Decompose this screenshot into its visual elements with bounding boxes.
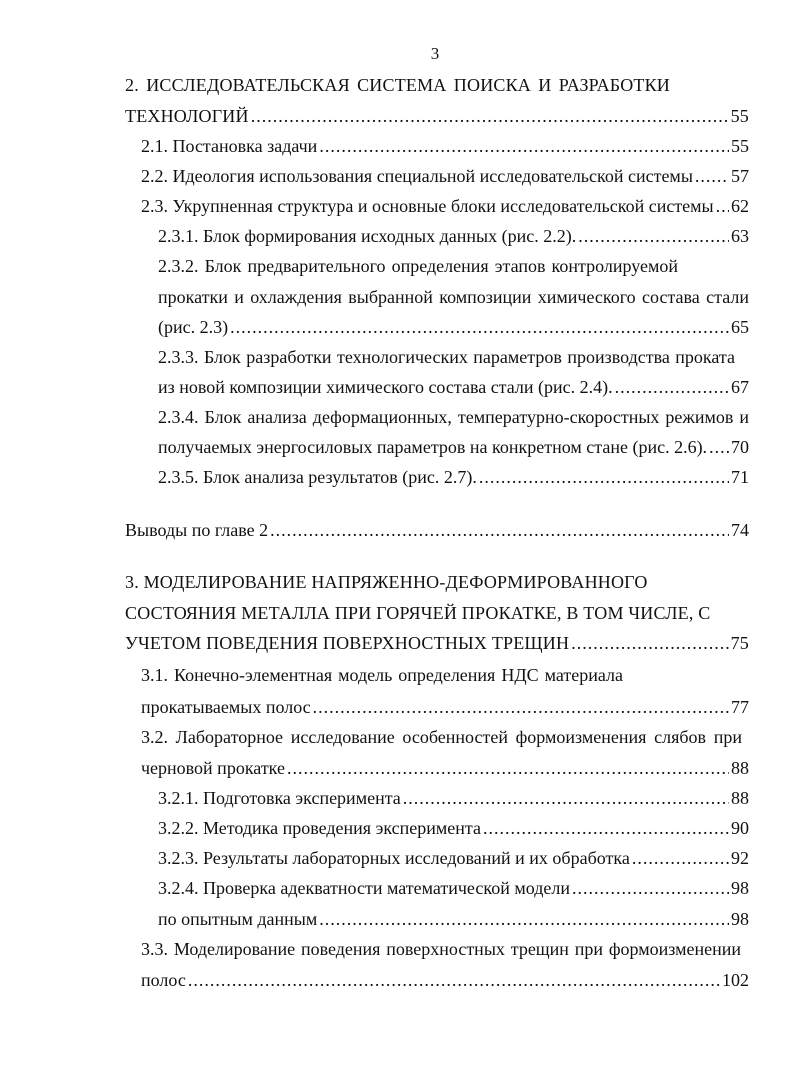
toc-entry-3-3-line-1 xyxy=(141,934,741,964)
dot-leader xyxy=(188,965,720,995)
toc-entry-text: (рис. 2.3) xyxy=(158,317,229,337)
toc-page-number: 62 xyxy=(731,196,749,216)
toc-entry-text: из новой композиции химического состава стали (рис. 2.4). xyxy=(158,377,613,397)
toc-entry-text: 3.2.2. Методика проведения эксперимента xyxy=(158,818,481,838)
toc-entry-text: 3.3. Моделирование поведения поверхностных трещин при формоизменении xyxy=(141,939,741,959)
toc-entry-2-3-1[interactable] xyxy=(158,221,749,251)
page-number: 3 xyxy=(430,44,440,63)
dot-leader xyxy=(313,692,729,722)
toc-entry-conclusions-2[interactable] xyxy=(125,515,749,545)
toc-entry-text: 2.3. Укрупненная структура и основные блоки исследовательской системы xyxy=(141,196,714,216)
toc-entry-text: прокатываемых полос xyxy=(141,697,311,717)
toc-page-number: 63 xyxy=(731,226,749,246)
toc-page-number: 57 xyxy=(731,166,749,186)
toc-page-number: 55 xyxy=(730,106,749,126)
toc-entry-3-2-4[interactable] xyxy=(158,873,749,903)
toc-page-number: 88 xyxy=(731,788,749,808)
toc-entry-2-1[interactable] xyxy=(141,131,749,161)
toc-page-number: 98 xyxy=(731,909,749,929)
toc-entry-text: СОСТОЯНИЯ МЕТАЛЛА ПРИ ГОРЯЧЕЙ ПРОКАТКЕ, В ТОМ ЧИСЛЕ, С xyxy=(125,603,711,623)
toc-entry-3-2-line-1 xyxy=(141,722,742,752)
dot-leader xyxy=(578,221,729,251)
toc-entry-3-2[interactable] xyxy=(141,753,749,783)
toc-entry-text: по опытным данным xyxy=(158,909,318,929)
toc-entry-text: 2.1. Постановка задачи xyxy=(141,136,318,156)
toc-chapter-3-line-2 xyxy=(125,598,711,628)
toc-entry-text: 3.2.1. Подготовка эксперимента xyxy=(158,788,401,808)
toc-entry-3-2-4-continued[interactable] xyxy=(158,904,749,934)
toc-entry-3-1[interactable] xyxy=(141,692,749,722)
toc-entry-2-3-4-line-1 xyxy=(158,402,749,432)
toc-entry-2-3-5[interactable] xyxy=(158,462,749,492)
toc-entry-text: черновой прокатке xyxy=(141,758,285,778)
toc-entry-text: 2.3.3. Блок разработки технологических параметров производства проката xyxy=(158,347,735,367)
dot-leader xyxy=(571,628,728,658)
toc-entry-text: прокатки и охлаждения выбранной композиции химического состава стали xyxy=(158,287,749,307)
toc-entry-3-2-2[interactable] xyxy=(158,813,749,843)
dot-leader xyxy=(251,101,729,131)
toc-page-number: 90 xyxy=(731,818,749,838)
dot-leader xyxy=(695,161,729,191)
toc-entry-text: 2.2. Идеология использования специальной исследовательской системы xyxy=(141,166,693,186)
toc-page-number: 74 xyxy=(731,520,749,540)
toc-entry-text: 2.3.1. Блок формирования исходных данных (рис. 2.2). xyxy=(158,226,577,246)
dot-leader xyxy=(479,462,729,492)
toc-entry-2-2[interactable] xyxy=(141,161,749,191)
toc-entry-text: УЧЕТОМ ПОВЕДЕНИЯ ПОВЕРХНОСТНЫХ ТРЕЩИН xyxy=(125,633,570,653)
dot-leader xyxy=(287,753,729,783)
toc-page-number: 71 xyxy=(731,467,749,487)
dot-leader xyxy=(709,432,729,462)
toc-entry-text: Выводы по главе 2 xyxy=(125,520,269,540)
toc-entry-text: ТЕХНОЛОГИЙ xyxy=(125,106,249,126)
dot-leader xyxy=(319,904,729,934)
toc-page-number: 67 xyxy=(731,377,749,397)
toc-entry-2-3-2-line-2 xyxy=(158,282,749,312)
toc-entry-2-3[interactable] xyxy=(141,191,749,221)
toc-page-number: 92 xyxy=(731,848,749,868)
toc-entry-text: 3. МОДЕЛИРОВАНИЕ НАПРЯЖЕННО-ДЕФОРМИРОВАННОГО xyxy=(125,572,648,592)
dot-leader xyxy=(403,783,729,813)
toc-entry-text: 2. ИССЛЕДОВАТЕЛЬСКАЯ СИСТЕМА ПОИСКА И РАЗРАБОТКИ xyxy=(125,75,670,95)
dot-leader xyxy=(572,873,729,903)
dot-leader xyxy=(632,843,729,873)
toc-page-number: 88 xyxy=(731,758,749,778)
dot-leader xyxy=(319,131,729,161)
toc-entry-3-2-3[interactable] xyxy=(158,843,749,873)
toc-entry-text: 2.3.4. Блок анализа деформационных, температурно-скоростных режимов и xyxy=(158,407,749,427)
toc-entry-text: 3.2.3. Результаты лабораторных исследований и их обработка xyxy=(158,848,630,868)
toc-entry-text: 3.2.4. Проверка адекватности математической модели xyxy=(158,878,570,898)
toc-entry-3-2-1[interactable] xyxy=(158,783,749,813)
toc-chapter-2-heading-last[interactable] xyxy=(125,101,749,131)
toc-entry-text: 3.1. Конечно-элементная модель определения НДС материала xyxy=(141,665,623,685)
dot-leader xyxy=(270,515,729,545)
toc-page-number: 70 xyxy=(731,437,749,457)
toc-entry-2-3-3-line-1 xyxy=(158,342,735,372)
toc-page-number: 65 xyxy=(731,317,749,337)
toc-page-number: 55 xyxy=(731,136,749,156)
dot-leader xyxy=(483,813,729,843)
toc-entry-3-3[interactable] xyxy=(141,965,749,995)
toc-chapter-3-heading[interactable] xyxy=(125,628,749,658)
toc-entry-text: полос xyxy=(141,970,186,990)
toc-entry-2-3-2-line-1 xyxy=(158,251,678,281)
toc-chapter-3-line-1 xyxy=(125,567,646,597)
dot-leader xyxy=(716,191,729,221)
toc-page-number: 102 xyxy=(722,970,749,990)
toc-entry-text: 2.3.5. Блок анализа результатов (рис. 2.7). xyxy=(158,467,477,487)
dot-leader xyxy=(615,372,729,402)
toc-entry-text: 3.2. Лабораторное исследование особенностей формоизменения слябов при xyxy=(141,727,742,747)
dot-leader xyxy=(230,312,729,342)
toc-entry-3-1-line-1 xyxy=(141,660,623,690)
toc-page-number: 75 xyxy=(730,633,749,653)
toc-entry-2-3-2[interactable] xyxy=(158,312,749,342)
toc-entry-text: получаемых энергосиловых параметров на конкретном стане (рис. 2.6). xyxy=(158,437,708,457)
toc-entry-text: 2.3.2. Блок предварительного определения этапов контролируемой xyxy=(158,256,678,276)
toc-entry-2-3-3[interactable] xyxy=(158,372,749,402)
toc-chapter-2-heading xyxy=(125,70,670,100)
toc-page-number: 98 xyxy=(731,878,749,898)
toc-page-number: 77 xyxy=(731,697,749,717)
toc-entry-2-3-4[interactable] xyxy=(158,432,749,462)
